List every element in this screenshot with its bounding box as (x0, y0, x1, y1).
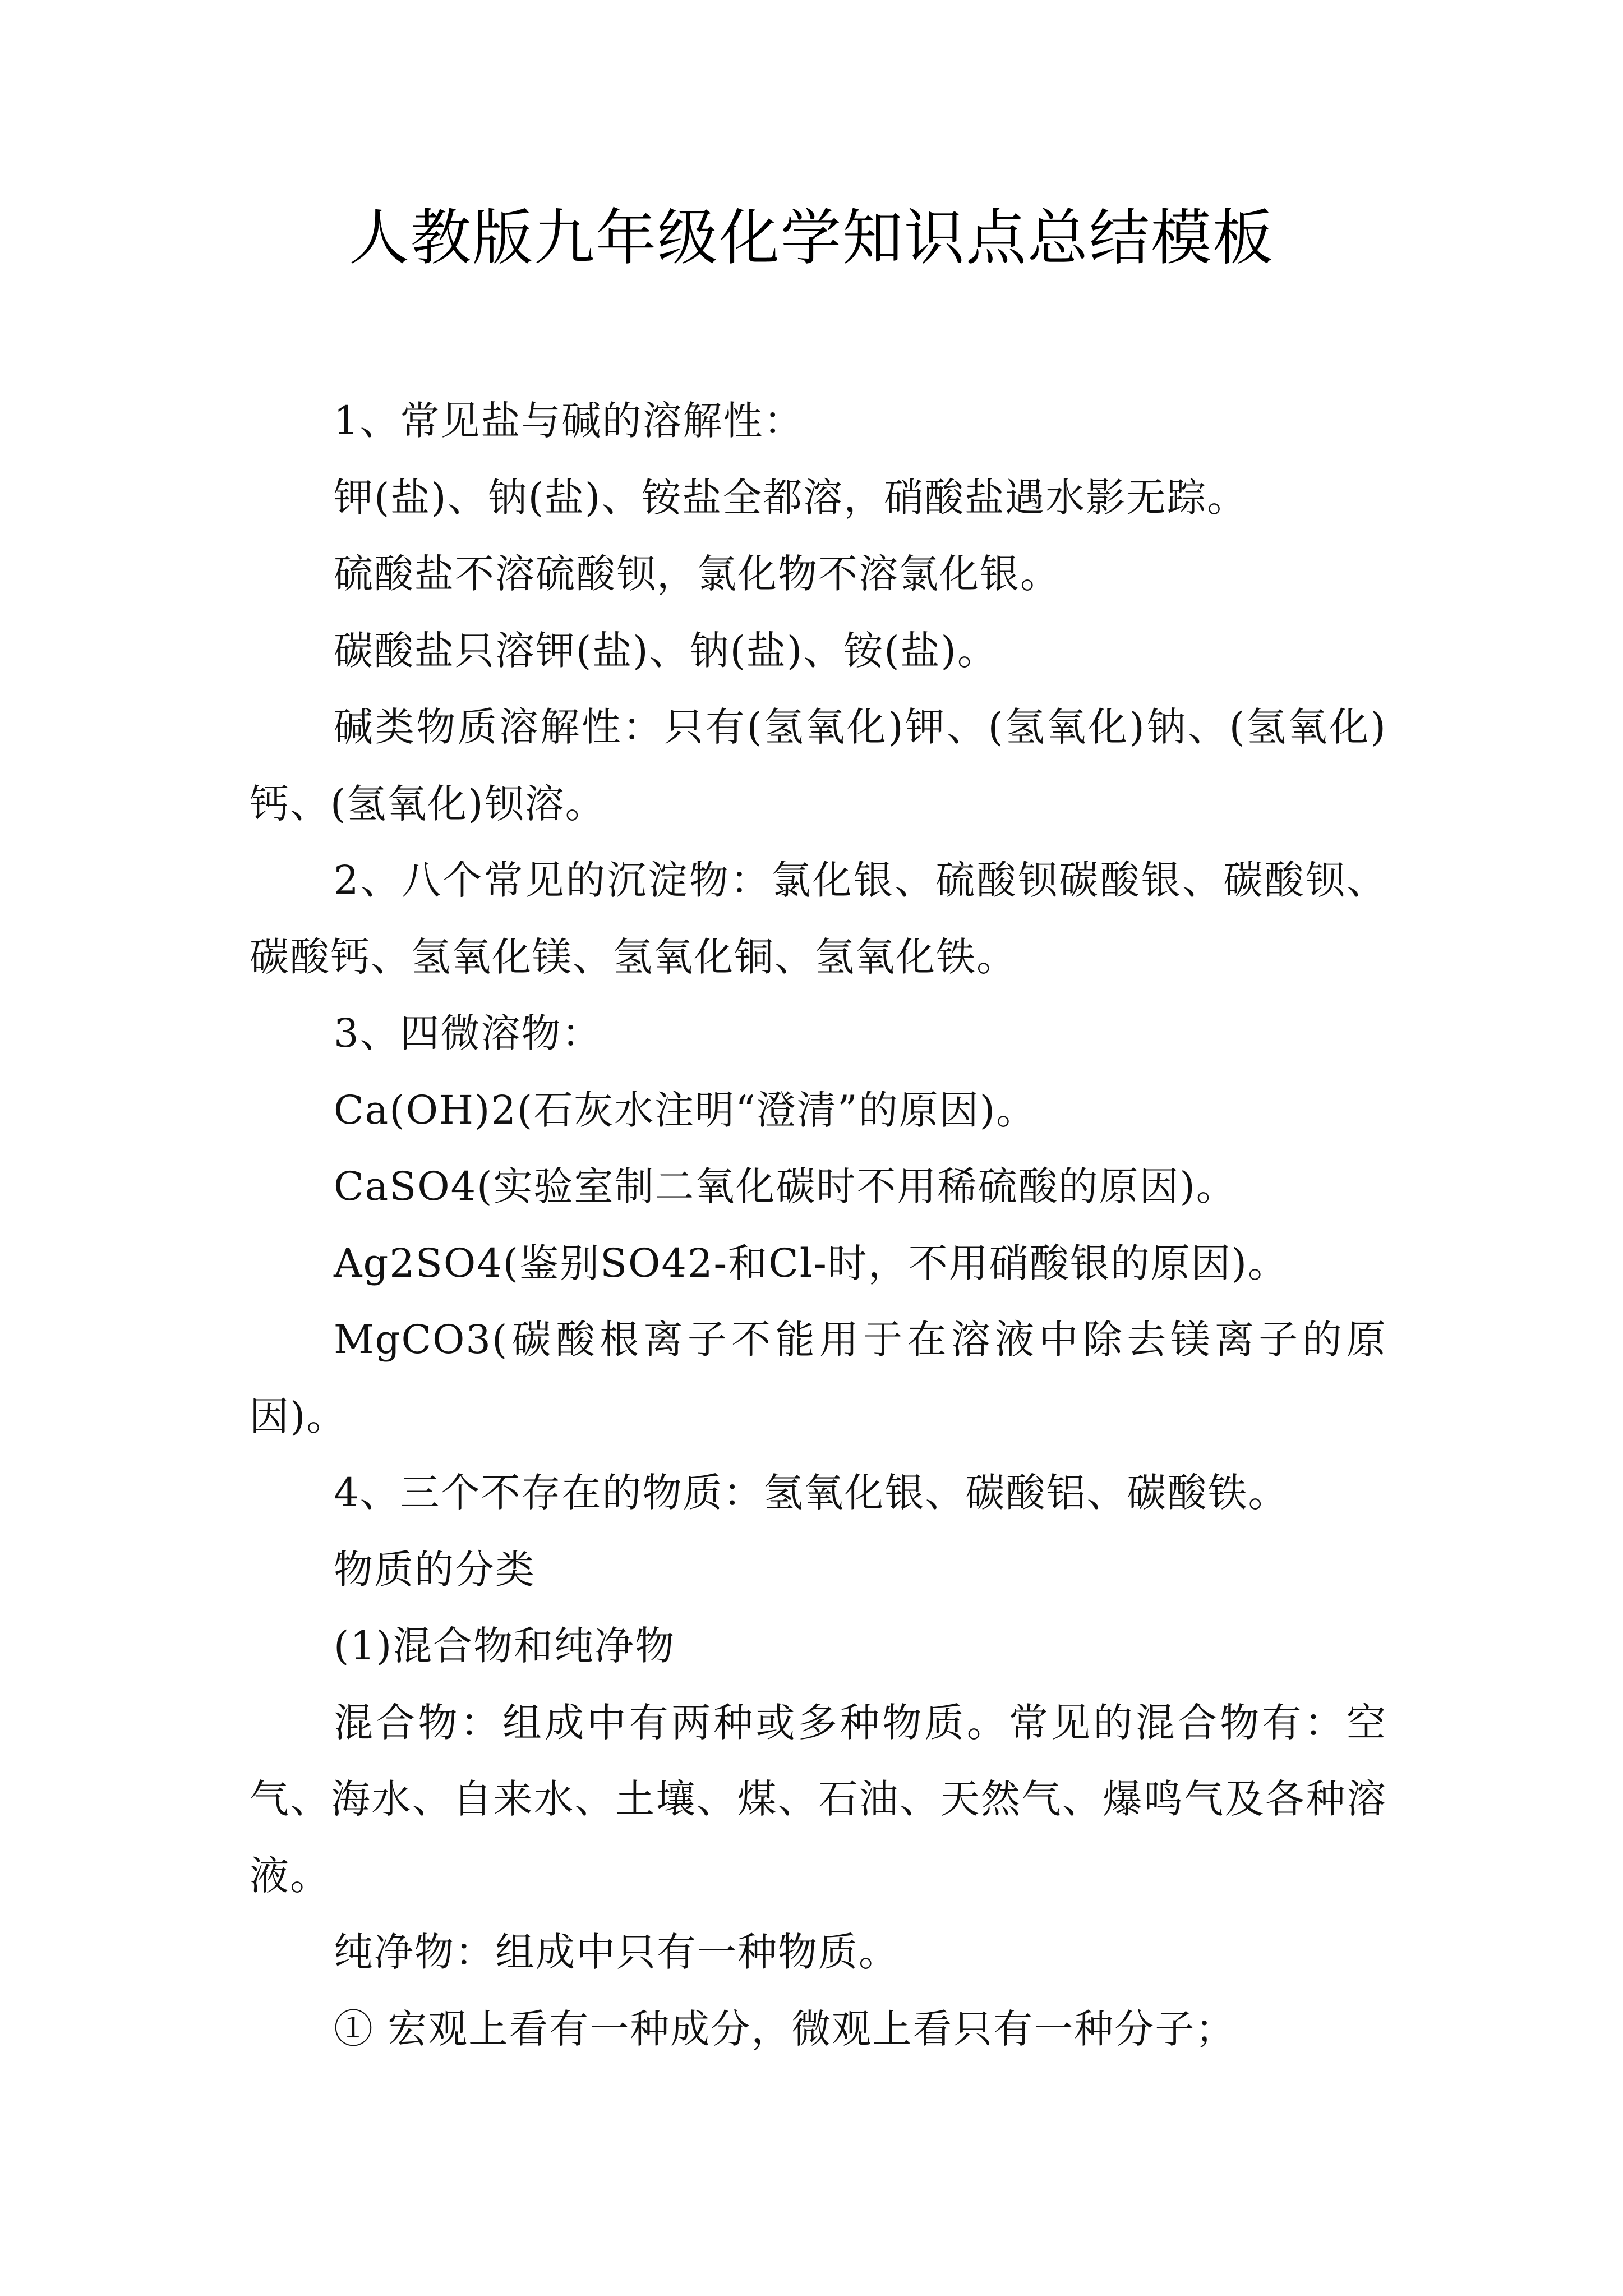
paragraph: Ag2SO4(鉴别SO42-和Cl-时，不用硝酸银的原因)。 (334, 1240, 1289, 1286)
paragraph: 1、常见盐与碱的溶解性： (334, 398, 804, 444)
paragraph: 纯净物：组成中只有一种物质。 (334, 1929, 899, 1975)
paragraph: Ca(OH)2(石灰水注明“澄清”的原因)。 (334, 1087, 1037, 1133)
paragraph: 碳酸盐只溶钾(盐)、钠(盐)、铵(盐)。 (334, 627, 998, 674)
paragraph: 混合物：组成中有两种或多种物质。常见的混合物有：空气、海水、自来水、土壤、煤、石油、天然气、爆鸣气及各种溶液。 (250, 1699, 1387, 1899)
paragraph: 2、八个常见的沉淀物：氯化银、硫酸钡碳酸银、碳酸钡、碳酸钙、氢氧化镁、氢氧化铜、氢氧化铁。 (250, 857, 1387, 980)
paragraph: MgCO3(碳酸根离子不能用于在溶液中除去镁离子的原因)。 (250, 1317, 1387, 1439)
paragraph: ① 宏观上看有一种成分，微观上看只有一种分子； (334, 2005, 1236, 2052)
section-heading: 物质的分类 (334, 1546, 536, 1593)
document-body (250, 383, 1387, 2067)
document-title: 人教版九年级化学知识点总结模板 (348, 203, 1274, 273)
paragraph: 3、四微溶物： (334, 1010, 602, 1056)
paragraph: 钾(盐)、钠(盐)、铵盐全都溶，硝酸盐遇水影无踪。 (334, 474, 1248, 521)
subsection-heading: (1)混合物和纯净物 (334, 1623, 676, 1669)
paragraph: 4、三个不存在的物质：氢氧化银、碳酸铝、碳酸铁。 (334, 1470, 1289, 1516)
paragraph: 硫酸盐不溶硫酸钡，氯化物不溶氯化银。 (334, 551, 1061, 597)
paragraph: CaSO4(实验室制二氧化碳时不用稀硫酸的原因)。 (334, 1163, 1237, 1209)
paragraph: 碱类物质溶解性：只有(氢氧化)钾、(氢氧化)钠、(氢氧化)钙、(氢氧化)钡溶。 (250, 704, 1387, 827)
